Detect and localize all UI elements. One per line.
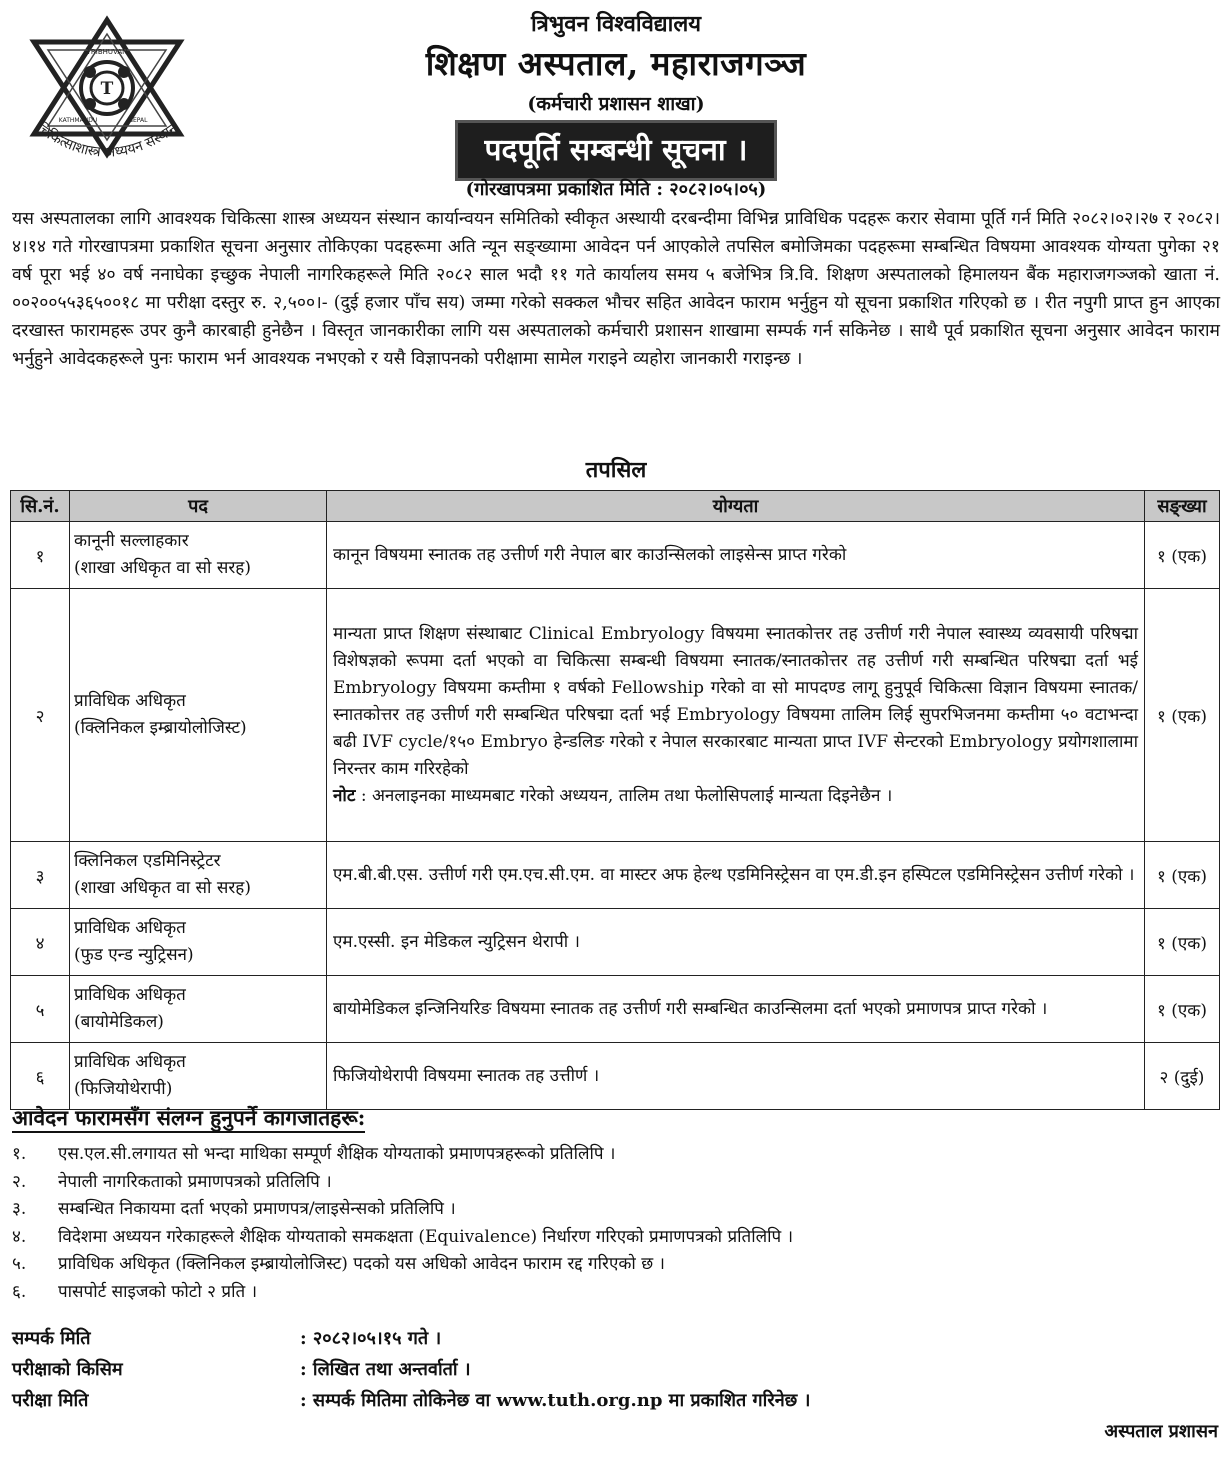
table-row xyxy=(11,842,1220,909)
vacancy-table xyxy=(10,490,1220,1110)
list-item xyxy=(12,1196,1212,1224)
item-number: २. xyxy=(12,1171,27,1192)
item-number: ४. xyxy=(12,1226,27,1247)
svg-text:T: T xyxy=(100,79,114,99)
item-number: ५. xyxy=(12,1254,27,1275)
post-subtitle: (क्लिनिकल इम्ब्रायोलोजिस्ट) xyxy=(74,718,247,738)
row-count: १ (एक) xyxy=(1145,522,1220,589)
row-qualification: एम.एस्सी. इन मेडिकल न्युट्रिसन थेरापी । xyxy=(327,909,1145,976)
table-row xyxy=(11,909,1220,976)
post-title: प्राविधिक अधिकृत xyxy=(74,918,186,938)
post-title: क्लिनिकल एडमिनिस्ट्रेटर xyxy=(74,851,221,871)
qualification-note xyxy=(333,783,1138,810)
svg-text:NEPAL: NEPAL xyxy=(128,117,148,124)
post-subtitle: (बायोमेडिकल) xyxy=(74,1012,164,1032)
table-header-row xyxy=(11,491,1220,522)
svg-text:चिकित्साशास्त्र अध्ययन संस्थान: चिकित्साशास्त्र अध्ययन संस्थान xyxy=(33,120,181,161)
item-text: नेपाली नागरिकताको प्रमाणपत्रको प्रतिलिपि । xyxy=(58,1171,332,1192)
post-title: प्राविधिक अधिकृत xyxy=(74,1052,186,1072)
row-qualification: कानून विषयमा स्नातक तह उत्तीर्ण गरी नेपाल बार काउन्सिलको लाइसेन्स प्राप्त गरेको xyxy=(327,522,1145,589)
row-count: १ (एक) xyxy=(1145,976,1220,1043)
post-title: कानूनी सल्लाहकार xyxy=(74,531,189,551)
row-count: १ (एक) xyxy=(1145,909,1220,976)
note-text: : अनलाइनका माध्यमबाट गरेको अध्ययन, तालिम तथा फेलोसिपलाई मान्यता दिइनेछैन । xyxy=(360,785,893,806)
post-subtitle: (फिजियोथेरापी) xyxy=(74,1079,173,1099)
item-text: सम्बन्धित निकायमा दर्ता भएको प्रमाणपत्र/लाइसेन्सको प्रतिलिपि । xyxy=(58,1199,456,1220)
item-text: विदेशमा अध्ययन गरेकाहरूले शैक्षिक योग्यताको समकक्षता (Equivalence) निर्धारण गरिएको प्रमाणपत्रको प्रतिलिपि । xyxy=(58,1226,794,1247)
item-number: १. xyxy=(12,1144,27,1164)
documents-heading: आवेदन फारामसँग संलग्न हुनुपर्ने कागजातहरू: xyxy=(12,1106,365,1133)
contact-date-label: सम्पर्क मिति xyxy=(12,1328,91,1349)
item-text: प्राविधिक अधिकृत (क्लिनिकल इम्ब्रायोलोजिस्ट) पदको यस अधिको आवेदन फाराम रद्द गरिएको छ । xyxy=(58,1254,665,1275)
row-count: २ (दुई) xyxy=(1145,1043,1220,1110)
row-count: १ (एक) xyxy=(1145,842,1220,909)
intro-paragraph: यस अस्पतालका लागि आवश्यक चिकित्सा शास्त्र अध्ययन संस्थान कार्यान्वयन समितिको स्वीकृत अस्थायी दरबन्दीमा विभिन्न प्राविधिक पदहरू करार सेवामा पूर्ति गर्न मिति २०८२।०२।२७ र २०८२।४।१४ गते गोरखापत्रमा प्रकाशित सूचना अनुसार तोकिएका पदहरूमा अति न्यून सङ्ख्यामा आवेदन पर्न आएकोले तपसिल बमोजिमका पदहरूमा सम्बन्धित विषयमा आवश्यक योग्यता पुगेका २१ वर्ष पूरा भई ४० वर्ष ननाघेका इच्छुक नेपाली नागरिकहरूले मिति २०८२ साल भदौ ११ गते कार्यालय समय ५ बजेभित्र त्रि.वि. शिक्षण अस्पतालको हिमालयन बैंक महाराजगञ्जको खाता नं. ००२००५५३६५००१८ मा परीक्षा दस्तुर रु. २,५००।- (दुई हजार पाँच सय) जम्मा गरेको सक्कल भौचर सहित आवेदन फाराम भर्नुहुन यो सूचना प्रकाशित गरिएको छ । रीत नपुगी प्राप्त हुन आएका दरखास्त फारामहरू उपर कुनै कारबाही हुनेछैन । विस्तृत जानकारीका लागि यस अस्पतालको कर्मचारी प्रशासन शाखामा सम्पर्क गर्न सकिनेछ । साथै पूर्व प्रकाशित सूचना अनुसार आवेदन फाराम भर्नुहुने आवेदकहरूले पुनः फाराम भर्न आवश्यक नभएको र यसै विज्ञापनको परीक्षामा सामेल गराइने व्यहोरा जानकारी गराइन्छ । xyxy=(12,209,1220,369)
list-item xyxy=(12,1251,1212,1279)
qualification-text: मान्यता प्राप्त शिक्षण संस्थाबाट Clinical Embryology विषयमा स्नातकोत्तर तह उत्तीर्ण गरी नेपाल स्वास्थ्य व्यवसायी परिषद्मा विशेषज्ञको रूपमा दर्ता भएको वा चिकित्सा सम्बन्धी विषयमा स्नातक/स्नातकोत्तर तह उत्तीर्ण गरी सम्बन्धित परिषद्मा दर्ता भई Embryology विषयमा कम्तीमा १ वर्षको Fellowship गरेको वा सो मापदण्ड लागू हुनुपूर्व चिकित्सा विज्ञान विषयमा स्नातक/स्नातकोत्तर तह उत्तीर्ण गरी सम्बन्धित परिषद्मा दर्ता भई Embryology विषयमा तालिम लिई सुपरभिजनमा कम्तीमा ५० वटाभन्दा बढी IVF cycle/१५० Embryo हेन्डलिङ गरेको र नेपाल सरकारबाट मान्यता प्राप्त IVF सेन्टरको Embryology प्रयोगशालामा निरन्तर काम गरिरहेको xyxy=(333,623,1138,779)
row-sn: ६ xyxy=(11,1043,70,1110)
row-post xyxy=(70,589,327,842)
row-qualification: एम.बी.बी.एस. उत्तीर्ण गरी एम.एच.सी.एम. वा मास्टर अफ हेल्थ एडमिनिस्ट्रेसन वा एम.डी.इन हस्पिटल एडमिनिस्ट्रेसन उत्तीर्ण गरेको । xyxy=(327,842,1145,909)
signature: अस्पताल प्रशासन xyxy=(1104,1421,1218,1442)
post-subtitle: (फुड एन्ड न्युट्रिसन) xyxy=(74,945,194,965)
tapasil-heading: तपसिल xyxy=(585,457,647,483)
contact-date-value: : २०८२।०५।१५ गते । xyxy=(300,1328,442,1349)
row-post xyxy=(70,976,327,1043)
table-row xyxy=(11,589,1220,842)
notice-title: पदपूर्ति सम्बन्धी सूचना । xyxy=(455,120,776,181)
item-text: एस.एल.सी.लगायत सो भन्दा माथिका सम्पूर्ण शैक्षिक योग्यताको प्रमाणपत्रहरूको प्रतिलिपि । xyxy=(58,1144,616,1164)
row-post xyxy=(70,1043,327,1110)
row-post xyxy=(70,842,327,909)
publication-date: (गोरखापत्रमा प्रकाशित मिति : २०८२।०५।०५) xyxy=(465,179,767,200)
exam-date-value: : सम्पर्क मितिमा तोकिनेछ वा www.tuth.org.np मा प्रकाशित गरिनेछ । xyxy=(300,1390,811,1411)
row-sn: १ xyxy=(11,522,70,589)
branch-name: (कर्मचारी प्रशासन शाखा) xyxy=(527,93,705,115)
row-qualification: फिजियोथेरापी विषयमा स्नातक तह उत्तीर्ण । xyxy=(327,1043,1145,1110)
row-sn: ४ xyxy=(11,909,70,976)
exam-type-value: : लिखित तथा अन्तर्वार्ता । xyxy=(300,1359,471,1380)
item-number: ६. xyxy=(12,1281,27,1302)
header-count: सङ्ख्या xyxy=(1145,491,1220,522)
svg-text:KATHMANDU: KATHMANDU xyxy=(58,117,98,124)
row-post xyxy=(70,522,327,589)
note-label: नोट xyxy=(333,785,356,806)
header-qualification: योग्यता xyxy=(327,491,1145,522)
row-post xyxy=(70,909,327,976)
notice-banner xyxy=(0,120,1232,181)
exam-type-label: परीक्षाको किसिम xyxy=(12,1359,123,1380)
row-count: १ (एक) xyxy=(1145,589,1220,842)
list-item xyxy=(12,1141,1212,1169)
list-item xyxy=(12,1279,1212,1307)
header-sn: सि.नं. xyxy=(11,491,70,522)
svg-text:TRIBHUVAN: TRIBHUVAN xyxy=(86,48,128,56)
item-number: ३. xyxy=(12,1199,27,1220)
university-name: त्रिभुवन विश्वविद्यालय xyxy=(530,11,702,37)
item-text: पासपोर्ट साइजको फोटो २ प्रति । xyxy=(58,1281,258,1302)
list-item xyxy=(12,1169,1212,1197)
post-title: प्राविधिक अधिकृत xyxy=(74,985,186,1005)
post-title: प्राविधिक अधिकृत xyxy=(74,691,186,711)
row-qualification xyxy=(327,589,1145,842)
row-sn: ३ xyxy=(11,842,70,909)
row-sn: २ xyxy=(11,589,70,842)
row-sn: ५ xyxy=(11,976,70,1043)
table-row xyxy=(11,522,1220,589)
table-row xyxy=(11,1043,1220,1110)
row-qualification: बायोमेडिकल इन्जिनियरिङ विषयमा स्नातक तह उत्तीर्ण गरी सम्बन्धित काउन्सिलमा दर्ता भएको प्रमाणपत्र प्राप्त गरेको । xyxy=(327,976,1145,1043)
table-row xyxy=(11,976,1220,1043)
post-subtitle: (शाखा अधिकृत वा सो सरह) xyxy=(74,878,251,898)
hospital-name: शिक्षण अस्पताल, महाराजगञ्ज xyxy=(425,44,807,83)
exam-date-label: परीक्षा मिति xyxy=(12,1390,89,1411)
list-item xyxy=(12,1224,1212,1252)
post-subtitle: (शाखा अधिकृत वा सो सरह) xyxy=(74,558,251,578)
documents-list xyxy=(12,1141,1212,1307)
header-post: पद xyxy=(70,491,327,522)
